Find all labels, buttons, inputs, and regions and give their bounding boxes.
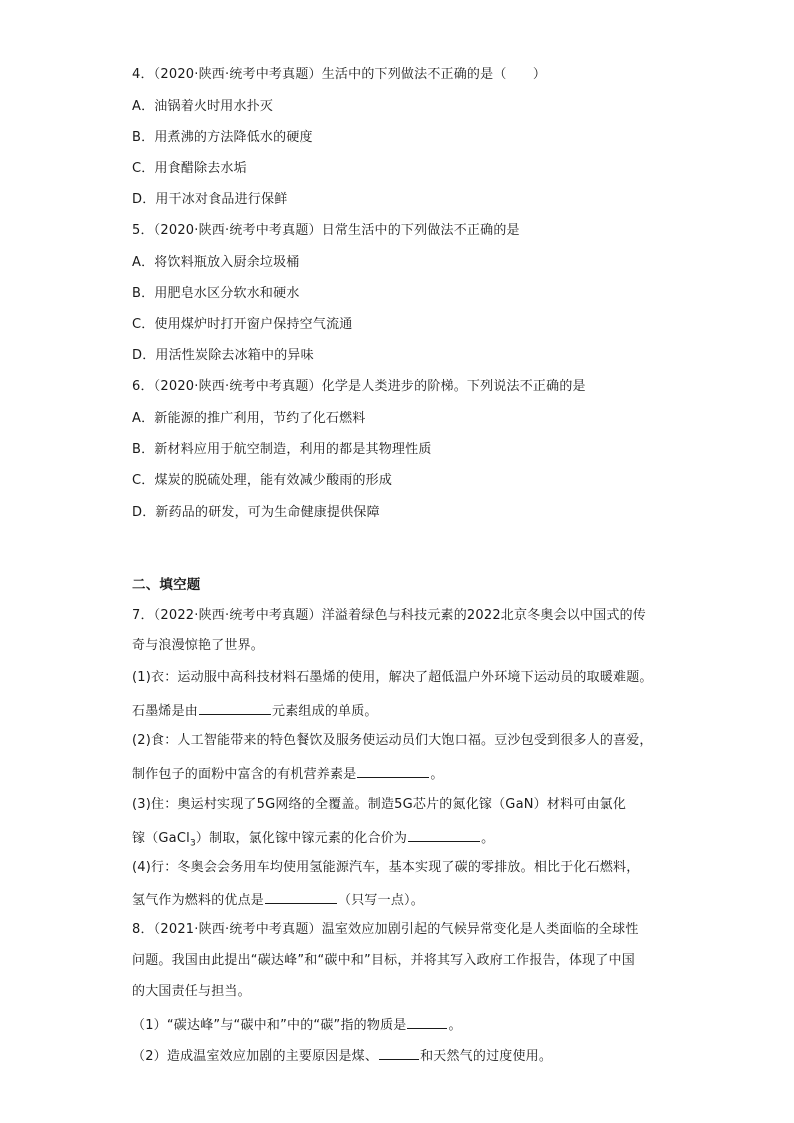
text: 石墨烯是由 xyxy=(132,704,199,719)
text: 。 xyxy=(430,767,444,782)
text: 和天然气的过度使用。 xyxy=(420,1049,553,1064)
question-6-option-c: C．煤炭的脱硫处理，能有效减少酸雨的形成 xyxy=(132,473,393,488)
answer-blank[interactable] xyxy=(408,827,480,842)
answer-blank[interactable] xyxy=(265,889,337,904)
text: 。 xyxy=(448,1018,462,1033)
question-8-part2 xyxy=(132,1045,552,1066)
question-4-stem: 4．（2020·陕西·统考中考真题）生活中的下列做法不正确的是（ ） xyxy=(132,67,547,82)
question-7-stem-line2: 奇与浪漫惊艳了世界。 xyxy=(132,638,265,653)
question-4-option-d: D．用干冰对食品进行保鲜 xyxy=(132,192,288,207)
question-4-option-a: A．油锅着火时用水扑灭 xyxy=(132,99,274,114)
answer-blank[interactable] xyxy=(199,700,271,715)
question-6-option-a: A．新能源的推广利用，节约了化石燃料 xyxy=(132,411,366,426)
subscript: 3 xyxy=(189,838,196,849)
question-4-option-b: B．用煮沸的方法降低水的硬度 xyxy=(132,130,313,145)
text: 制作包子的面粉中富含的有机营养素是 xyxy=(132,767,357,782)
answer-blank[interactable] xyxy=(357,763,429,778)
question-8-stem-line3: 的大国责任与担当。 xyxy=(132,984,251,999)
question-5-option-a: A．将饮料瓶放入厨余垃圾桶 xyxy=(132,255,300,270)
text: （只写一点）。 xyxy=(338,893,424,908)
question-4-option-c: C．用食醋除去水垢 xyxy=(132,161,247,176)
question-5-option-d: D．用活性炭除去冰箱中的异味 xyxy=(132,348,314,363)
question-7-part3-line1: (3)住：奥运村实现了5G网络的全覆盖。制造5G芯片的氮化镓（GaN）材料可由氯化 xyxy=(132,797,627,812)
question-5-option-b: B．用肥皂水区分软水和硬水 xyxy=(132,286,300,301)
question-7-part1-line2 xyxy=(132,700,378,721)
question-7-part3-line2 xyxy=(132,827,494,853)
answer-blank[interactable] xyxy=(407,1014,447,1029)
question-7-part1-line1: (1)衣：运动服中高科技材料石墨烯的使用，解决了超低温户外环境下运动员的取暖难题。 xyxy=(132,670,653,685)
question-8-stem-line1: 8．（2021·陕西·统考中考真题）温室效应加剧引起的气候异常变化是人类面临的全球性 xyxy=(132,922,639,937)
text: 元素组成的单质。 xyxy=(272,704,378,719)
question-6-stem: 6．（2020·陕西·统考中考真题）化学是人类进步的阶梯。下列说法不正确的是 xyxy=(132,379,586,394)
section-title: 二、填空题 xyxy=(132,577,201,593)
text: 镓（GaCl xyxy=(132,831,190,846)
question-5-option-c: C．使用煤炉时打开窗户保持空气流通 xyxy=(132,317,353,332)
text: ）制取，氯化镓中镓元素的化合价为 xyxy=(195,831,408,846)
text: （2）造成温室效应加剧的主要原因是煤、 xyxy=(132,1049,379,1064)
question-6-option-b: B．新材料应用于航空制造，利用的都是其物理性质 xyxy=(132,442,432,457)
question-7-part4-line1: (4)行：冬奥会会务用车均使用氢能源汽车，基本实现了碳的零排放。相比于化石燃料， xyxy=(132,860,640,875)
question-8-stem-line2: 问题。我国由此提出“碳达峰”和“碳中和”目标，并将其写入政府工作报告，体现了中国 xyxy=(132,953,635,968)
question-7-part2-line1: (2)食：人工智能带来的特色餐饮及服务使运动员们大饱口福。豆沙包受到很多人的喜爱， xyxy=(132,733,653,748)
text: （1）“碳达峰”与“碳中和”中的“碳”指的物质是 xyxy=(132,1018,407,1033)
question-8-part1 xyxy=(132,1014,462,1035)
question-7-part4-line2 xyxy=(132,889,424,910)
question-7-stem-line1: 7．（2022·陕西·统考中考真题）洋溢着绿色与科技元素的2022北京冬奥会以中国式的传 xyxy=(132,608,647,623)
question-7-part2-line2 xyxy=(132,763,444,784)
text: 氢气作为燃料的优点是 xyxy=(132,893,265,908)
question-6-option-d: D．新药品的研发，可为生命健康提供保障 xyxy=(132,505,380,520)
answer-blank[interactable] xyxy=(379,1045,419,1060)
question-5-stem: 5．（2020·陕西·统考中考真题）日常生活中的下列做法不正确的是 xyxy=(132,223,520,238)
text: 。 xyxy=(481,831,495,846)
